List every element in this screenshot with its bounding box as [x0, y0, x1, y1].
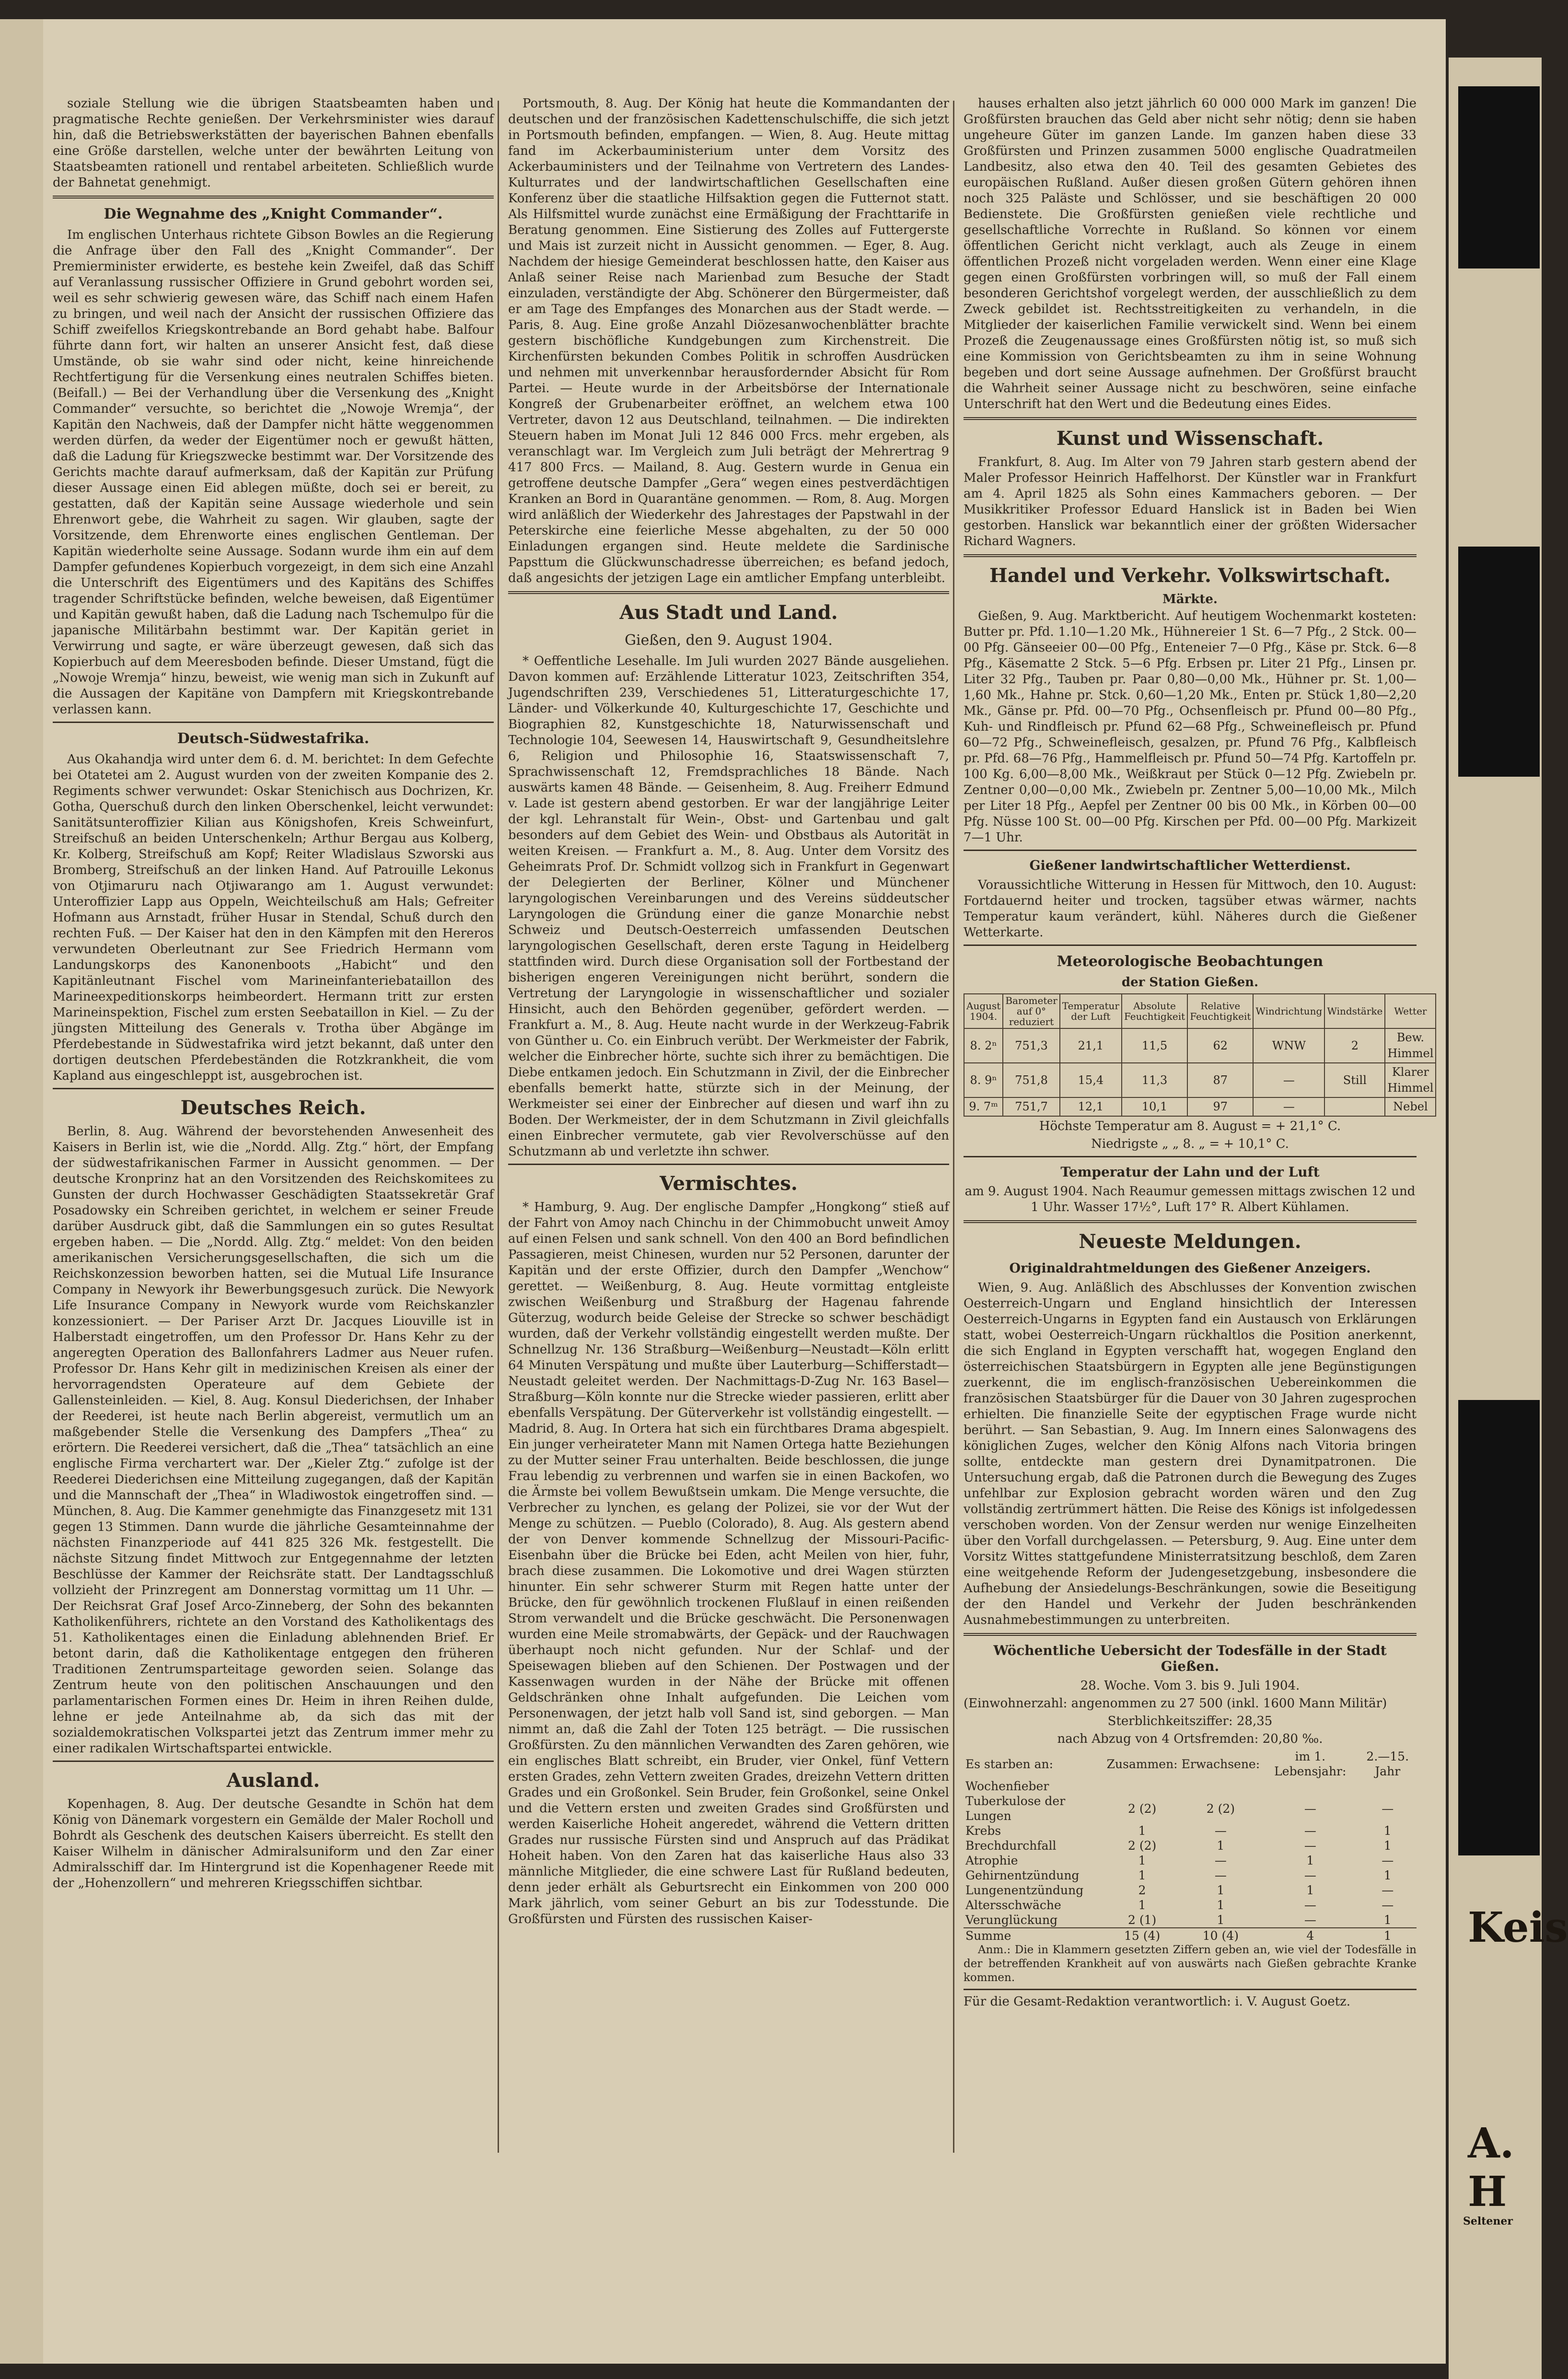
article-text: * Oeffentliche Lesehalle. Im Juli wurden 2027 Bände ausgeliehen. Davon kommen auf: Erzählende Litteratur 1023, Zeitschriften 354, Jugendschriften 239, Verschiedenes 51, Litteraturgeschichte 17, Länder- und Völkerkunde 40, Kulturgeschichte 17, Geschichte und Biographien 82, Kunstgeschichte 18, Naturwissenschaft und Technologie 104, Seewesen 14, Hauswirtschaft 9, Gesundheitslehre 6, Religion und Philosophie 16, Staatswissenschaft 7, Sprachwissenschaft 12, Fremdsprachliches 18 Bände. Nach auswärts kamen 48 Bände. — Geisenheim, 8. Aug. Freiherr Edmund v. Lade ist gestern abend gestorben. Er war der langjährige Leiter der kgl. Lehranstalt für Wein-, Obst- und Gartenbau und galt besonders auf dem Gebiet des Wein- und Obstbaus als Autorität in weiten Kreisen. — Frankfurt a. M., 8. Aug. Unter dem Vorsitz des Geheimrats Prof. Dr. Schmidt vollzog sich in Frankfurt in Gegenwart der Delegierten der Berliner, Kölner und Münchener laryngologischen Vereinbarungen und des Vereins süddeutscher Laryngologen die Gründung einer die ganze Monarchie nebst Schweiz und Deutsch-Oesterreich umfassenden Deutschen laryngologischen Gesellschaft, deren erste Tagung in Heidelberg stattfinden wird. Durch diese Organisation soll der Fortbestand der bisherigen engeren Vereinigungen nicht berührt, sondern die Vertretung der Laryngologie in wissenschaftlicher und sozialer Hinsicht, auch den Behörden gegenüber, gefördert werden. — Frankfurt a. M., 8. Aug. Heute nacht wurde in der Werkzeug-Fabrik von Günther u. Co. ein Einbruch verübt. Der Werkmeister der Fabrik, welcher die Einbrecher hörte, suchte sich ihrer zu bemächtigen. Die Diebe entkamen jedoch. Ein Schutzmann in Zivil, der die Einbrecher ebenfalls bemerkt hatte, stürzte sich in der Meinung, der Werkmeister sei einer der Einbrecher auf diesen und warf ihn zu Boden. Der Werkmeister, der in dem Schutzmann in Zivil gleichfalls einen Einbrecher vermutete, gab vier Revolverschüsse auf den Schutzmann ab und verletzte ihn schwer.: [508, 654, 949, 1159]
table-cell: Summe: [965, 1929, 1011, 1943]
table-cell: [1324, 1097, 1385, 1116]
table-header: Relative Feuchtigkeit: [1187, 994, 1253, 1028]
table-cell: 1: [1217, 1883, 1225, 1897]
table-cell: [1180, 1779, 1262, 1794]
article-text: Anm.: Die in Klammern gesetzten Ziffern geben an, wie viel der Todesfälle in der betreffenden Krankheit auf von auswärts nach Gießen gebrachte Kranke kommen.: [964, 1944, 1417, 1984]
table-cell: 2: [1324, 1028, 1385, 1063]
section-rule: [508, 1164, 949, 1165]
page-margin: [0, 19, 43, 2364]
section-heading: Ausland.: [226, 1769, 320, 1792]
table-cell: 751,3: [1003, 1028, 1059, 1063]
table-cell: —: [1253, 1063, 1324, 1097]
table-cell: 10 (4): [1202, 1929, 1239, 1943]
table-cell: —: [1304, 1801, 1316, 1816]
table-cell: —: [1214, 1854, 1227, 1867]
table-row: [964, 1838, 1417, 1853]
column-divider: [953, 101, 954, 2153]
table-row: [964, 1794, 1417, 1823]
table-cell: Brechdurchfall: [965, 1839, 1057, 1853]
article-text: Kopenhagen, 8. Aug. Der deutsche Gesandte in Schön hat dem König von Dänemark vorgestern ein Gemälde der Maler Rocholl und Bohrdt als Geschenk des deutschen Kaisers überreicht. Es stellt den Kaiser Wilhelm in dänischer Admiralsuniform und den Zar einer Admiralsschiff dar. Im Hintergrund ist die Kopenhagener Reede mit der „Hohenzollern“ und mehreren Kriegsschiffen sichtbar.: [53, 1797, 494, 1890]
table-cell: 97: [1187, 1097, 1253, 1116]
table-row: [964, 1883, 1417, 1898]
adjacent-page-strip: [1449, 58, 1568, 2379]
table-header: Wetter: [1385, 994, 1436, 1028]
section-rule: [53, 196, 494, 198]
subheading: der Station Gießen.: [1121, 975, 1259, 990]
table-cell: Wochenfieber: [965, 1779, 1049, 1793]
table-cell: Gehirnentzündung: [965, 1868, 1080, 1882]
table-cell: WNW: [1253, 1028, 1324, 1063]
subheading: Märkte.: [1162, 592, 1218, 606]
table-cell: 10,1: [1122, 1097, 1187, 1116]
table-cell: 2: [1138, 1883, 1146, 1897]
table-cell: 1: [1138, 1898, 1146, 1912]
table-cell: 12,1: [1060, 1097, 1122, 1116]
table-cell: 1: [1138, 1824, 1146, 1838]
article-text: nach Abzug von 4 Ortsfremden: 20,80 ‰.: [1057, 1732, 1323, 1746]
table-cell: 751,7: [1003, 1097, 1059, 1116]
table-cell: 2 (2): [1127, 1839, 1157, 1853]
section-rule: [964, 850, 1417, 851]
article-text: am 9. August 1904. Nach Reaumur gemessen mittags zwischen 12 und 1 Uhr. Wasser 17½°, Luft 17° R. Albert Kühlamen.: [964, 1184, 1416, 1214]
article-text: Im englischen Unterhaus richtete Gibson Bowles an die Regierung die Anfrage über den Fall des „Knight Commander“. Der Premierminister erwiderte, es bestehe kein Zweifel, daß das Schiff auf Veranlassung russischer Offiziere in Grund gebohrt worden sei, weil es sehr schwierig gewesen wäre, das Schiff nach einem Hafen zu bringen, und weil nach der Ansicht der russischen Offiziere das Schiff zweifellos Kriegskontrebande an Bord gehabt habe. Balfour führte dann fort, wir halten an unserer Ansicht fest, daß diese Umstände, ob sie wahr sind oder nicht, keine hinreichende Rechtfertigung für die Versenkung eines neutralen Schiffes bieten. (Beifall.) — Bei der Verhandlung über die Versenkung des „Knight Commander“ versuchte, so berichtet die „Nowoje Wremja“, der Kapitän den Nachweis, daß der Dampfer nicht hätte weggenommen werden dürfen, da weder der Eigentümer noch er gewußt hätten, daß die Ladung für Kriegszwecke bestimmt war. Der Vorsitzende des Gerichts machte darauf aufmerksam, daß der Kapitän zur Prüfung dieser Aussage einen Eid ablegen müßte, doch sei er bereit, zu gestatten, daß der Kapitän seine Aussage wiederhole und sein Ehrenwort gebe, die Wahrheit zu sagen. Wir glauben, sagte der Vorsitzende, dem Ehrenworte eines englischen Gentleman. Der Kapitän wiederholte seine Aussage. Sodann wurde ihm ein auf dem Dampfer gefundenes Kopierbuch vorgezeigt, in dem sich eine Anzahl die Unterschrift des Eigentümers und des Kapitäns des Schiffes tragender Schriftstücke befinden, welche beweisen, daß Eigentümer und Kapitän gewußt haben, daß die Ladung nach Tschemulpo für die japanische Militärbahn bestimmt war. Der Kapitän geriet in Verwirrung und sagte, er wäre überzeugt gewesen, daß sich das Kopierbuch auf dem Meeresboden befinde. Dieser Umstand, fügt die „Nowoje Wremja“ hinzu, beweist, wie wenig man sich in Zukunft auf die Aussagen der Kapitäne von Dampfern mit Kriegskontrebande verlassen kann.: [53, 228, 494, 717]
section-rule: [964, 417, 1417, 420]
table-cell: 1: [1306, 1883, 1314, 1897]
table-cell: 4: [1306, 1929, 1314, 1943]
table-row: [964, 1823, 1417, 1838]
table-row: [964, 1097, 1436, 1116]
section-rule: [53, 1761, 494, 1762]
table-cell: Atrophie: [965, 1854, 1018, 1867]
table-header: Erwachsene:: [1181, 1757, 1260, 1771]
table-cell: —: [1382, 1898, 1394, 1912]
table-header: Zusammen:: [1106, 1757, 1178, 1771]
table-cell: 15 (4): [1124, 1929, 1161, 1943]
table-header: 2.—15. Jahr: [1366, 1749, 1409, 1778]
article-text: Höchste Temperatur am 8. August = + 21,1° C.: [1039, 1119, 1341, 1133]
table-cell: 1: [1383, 1839, 1392, 1853]
article-headline: Gießener landwirtschaftlicher Wetterdienst.: [1029, 858, 1351, 873]
article-headline: Meteorologische Beobachtungen: [1057, 953, 1324, 970]
table-cell: —: [1382, 1883, 1394, 1897]
editor-credit: Für die Gesamt-Redaktion verantwortlich: i. V. August Goetz.: [964, 1994, 1351, 2009]
table-cell: —: [1304, 1868, 1316, 1882]
table-cell: 8. 2ⁿ: [964, 1028, 1003, 1063]
section-rule: [964, 1633, 1417, 1636]
article-text: soziale Stellung wie die übrigen Staatsbeamten haben und pragmatische Rechte genießen. Der Verkehrsminister wies darauf hin, daß die Betriebswerkstätten der bayerischen Bahnen ebenfalls eine Größe darstellen, welche unter der bewährten Leitung von Staatsbeamten rationell und rentabel arbeiteten. Schließlich wurde der Bahnetat genehmigt.: [53, 96, 494, 190]
article-text: Aus Okahandja wird unter dem 6. d. M. berichtet: In dem Gefechte bei Otatetei am 2. August wurden von der zweiten Kompanie des 2. Regiments schwer verwundet: Oskar Stenichisch aus Dochrizen, Kr. Gotha, Querschuß durch den linken Oberschenkel, leicht verwundet: Sanitätsunteroffizier Kilian aus Königshofen, Kreis Schweinfurt, Streifschuß an beiden Unterschenkeln; Arthur Bergau aus Kolberg, Kr. Kolberg, Streifschuß am Kopf; Reiter Wladislaus Szworski aus Bromberg, Streifschuß an der linken Hand. Auf Patrouille Lekonus von Otjimaruru nach Otjiwarango am 1. August verwundet: Unteroffizier Lapp aus Oppeln, Weichteilschuß am Hals; Gefreiter Hofmann aus Arnstadt, früher Husar in Stendal, Schuß durch den rechten Fuß. — Der Kaiser hat den in den Kämpfen mit den Hereros verwundeten Oberleutnant zur See Friedrich Hermann vom Landungskorps des Kanonenboots „Habicht“ und den Kapitänleutnant Fischel vom Marineinfanteriebataillon des Marineexpeditionskorps heimbeordert. Hermann tritt zur ersten Marineinspektion, Fischel zum ersten Seebataillon in Kiel. — Zu der jüngsten Mitteilung des Generals v. Trotha über Abgänge im Pferdebestande in Südwestafrika wird jetzt bekannt, daß unter den dortigen deutschen Pferdebeständen die Rotzkrankheit, die vom Kapland aus eingeschleppt ist, ausgebrochen ist.: [53, 752, 494, 1083]
section-heading: Deutsches Reich.: [180, 1096, 366, 1119]
table-cell: Klarer Himmel: [1385, 1063, 1436, 1097]
table-cell: [1262, 1779, 1359, 1794]
column-1: [53, 96, 494, 1893]
article-text: Portsmouth, 8. Aug. Der König hat heute die Kommandanten der deutschen und der französischen Kadettenschulschiffe, die sich jetzt in Portsmouth befinden, empfangen. — Wien, 8. Aug. Heute mittag fand im Ackerbauministerium unter dem Vorsitz des Ackerbauministers und der Teilnahme von Vertretern des Landes-Kulturrates und der landwirtschaftlichen Gesellschaften eine Konferenz über die staatliche Hilfsaktion gegen die Futternot statt. Als Hilfsmittel wurde zunächst eine Ermäßigung der Frachttarife in Beratung genommen. Eine Sistierung des Zolles auf Futtergerste und Mais ist zurzeit nicht in Aussicht genommen. — Eger, 8. Aug. Nachdem der hiesige Gemeinderat beschlossen hatte, den Kaiser aus Anlaß seiner Reise nach Marienbad zum Besuche der Stadt einzuladen, verständigte der Abg. Schönerer den Bürgermeister, daß er am Tage des Empfanges des Monarchen aus der Stadt werde. — Paris, 8. Aug. Eine große Anzahl Diözesanwochenblätter brachte gestern bischöfliche Kundgebungen zum Kirchenstreit. Die Kirchenfürsten bekunden Combes Politik in schroffen Ausdrücken und nehmen mit unverkennbar herausfordernder Absicht für Rom Partei. — Heute wurde in der Arbeitsbörse der Internationale Kongreß der Grubenarbeiter eröffnet, an welchem etwa 100 Vertreter, davon 12 aus Deutschland, teilnahmen. — Die indirekten Steuern haben im Monat Juli 12 846 000 Frcs. mehr ergeben, als veranschlagt war. Im Vergleich zum Juli beträgt der Mehrertrag 9 417 800 Frcs. — Mailand, 8. Aug. Gestern wurde in Genua ein getroffene deutsche Dampfer „Gera“ wegen eines pestverdächtigen Kranken an Bord in Quarantäne genommen. — Rom, 8. Aug. Morgen wird anläßlich der Wiederkehr des Jahrestages der Papstwahl in der Peterskirche eine feierliche Messe abgehalten, zu der 50 000 Einladungen ergangen sind. Heute meldete die Sardinische Papsttum die Glückwunschadresse überreichen; es befand jedoch, daß angesichts der jetzigen Lage ein amtlicher Empfang unterbleibt.: [508, 96, 949, 585]
article-text: Sterblichkeitsziffer: 28,35: [1107, 1714, 1273, 1728]
table-header: im 1. Lebensjahr:: [1274, 1749, 1347, 1778]
table-cell: —: [1304, 1824, 1316, 1838]
article-text: Gießen, 9. Aug. Marktbericht. Auf heutigem Wochenmarkt kosteten: Butter pr. Pfd. 1.10—1.20 Mk., Hühnereier 1 St. 6—7 Pfg., 2 Stck. 00—00 Pfg. Gänseeier 00—00 Pfg., Enteneier 7—0 Pfg., Käse pr. Stck. 6—8 Pfg., Käsematte 2 Stck. 5—6 Pfg. Erbsen pr. Liter 21 Pfg., Linsen pr. Liter 32 Pfg., Tauben pr. Paar 0,80—0,00 Mk., Hühner pr. St. 1,00—1,60 Mk., Hahne pr. Stck. 0,60—1,20 Mk., Enten pr. Stück 1,80—2,20 Mk., Gänse pr. Pfd. 00—70 Pfg., Ochsenfleisch pr. Pfund 00—80 Pfg., Kuh- und Rindfleisch pr. Pfund 62—68 Pfg., Schweinefleisch pr. Pfund 60—72 Pfg., Schweinefleisch, gesalzen, pr. Pfund 76 Pfg., Kalbfleisch pr. Pfd. 68—76 Pfg., Hammelfleisch pr. Pfund 50—74 Pfg. Kartoffeln pr. 100 Kg. 6,00—8,00 Mk., Weißkraut per Stück 0—12 Pfg. Zwiebeln pr. Zentner 0,00—0,00 Mk., Zwiebeln pr. Zentner 5,00—10,00 Mk., Milch per Liter 18 Pfg., Aepfel per Zentner 00 bis 00 Mk., in Körben 00—00 Pfg. Nüsse 100 St. 00—00 Pfg. Kirschen per Pfd. 00—00 Pfg. Markizeit 7—1 Uhr.: [964, 609, 1417, 845]
ad-black-bar: [1458, 547, 1540, 777]
ad-fragment: Keis: [1468, 1903, 1568, 1952]
table-cell: 2 (1): [1127, 1913, 1157, 1927]
dateline: Gießen, den 9. August 1904.: [625, 632, 833, 649]
table-header: Windrichtung: [1253, 994, 1324, 1028]
article-headline: Deutsch-Südwestafrika.: [177, 730, 370, 747]
table-cell: Lungenentzündung: [965, 1883, 1084, 1897]
table-cell: Tuberkulose der Lungen: [965, 1794, 1066, 1823]
ad-fragment: A. H: [1468, 2119, 1514, 2216]
ad-fragment: Seltener: [1463, 2215, 1513, 2227]
ad-black-bar: [1458, 86, 1540, 268]
article-text: Niedrigste „ „ 8. „ = + 10,1° C.: [1091, 1137, 1289, 1151]
column-2: [508, 96, 949, 1929]
section-rule: [964, 1989, 1417, 1990]
table-cell: 2 (2): [1206, 1801, 1235, 1816]
mortality-table: [964, 1749, 1417, 1943]
table-row: [964, 1913, 1417, 1928]
table-cell: [1105, 1779, 1180, 1794]
subheading: Originaldrahtmeldungen des Gießener Anzeigers.: [1009, 1261, 1371, 1276]
table-cell: —: [1253, 1097, 1324, 1116]
section-heading: Kunst und Wissenschaft.: [1056, 427, 1324, 450]
table-cell: Verunglückung: [965, 1913, 1058, 1927]
ad-black-bar: [1458, 1400, 1540, 1855]
table-row: [964, 1063, 1436, 1097]
table-cell: 1: [1217, 1898, 1225, 1912]
article-headline: Die Wegnahme des „Knight Commander“.: [104, 206, 443, 222]
article-text: Wien, 9. Aug. Anläßlich des Abschlusses der Konvention zwischen Oesterreich-Ungarn und England hinsichtlich der Interessen Oesterreich-Ungarns in Egypten fand ein Austausch von Erklärungen statt, wobei Oesterreich-Ungarn rückhaltlos die Position anerkennt, die sich England in Egypten verschafft hat, wogegen England den österreichischen Staatsbürgern in Egypten alle jene Begünstigungen zuerkennt, die im englisch-französischen Uebereinkommen die französischen Staatsbürger für die Dauer von 30 Jahren zugesprochen erhielten. Die finanzielle Seite der egyptischen Frage wurde nicht berührt. — San Sebastian, 9. Aug. Im Innern eines Salonwagens des königlichen Zuges, welcher den König Alfons nach Vitoria bringen sollte, entdeckte man gestern drei Dynamitpatronen. Die Untersuchung ergab, daß die Patronen durch die Bewegung des Zuges unfehlbar zur Explosion gebracht worden wären und den Zug vollständig zertrümmert hätten. Die Reise des Königs ist infolgedessen verschoben worden. Von der Zensur werden nur wenige Einzelheiten über den Vorfall durchgelassen. — Petersburg, 9. Aug. Eine unter dem Vorsitz Wittes stattgefundene Ministerratsitzung beschloß, dem Zaren eine weitgehende Reform der Judengesetzgebung, insbesondere die Aufhebung der Ansiedelungs-Beschränkungen, sowie die Beseitigung der den Handel und Verkehr der Juden beschränkenden Ausnahmebestimmungen zu unterbreiten.: [964, 1281, 1417, 1627]
section-rule: [964, 1156, 1417, 1157]
table-cell: 1: [1383, 1929, 1392, 1943]
table-cell: —: [1304, 1913, 1316, 1927]
table-cell: 1: [1217, 1913, 1225, 1927]
column-divider: [498, 101, 499, 2153]
table-cell: —: [1382, 1801, 1394, 1816]
section-rule: [53, 1088, 494, 1089]
section-rule: [964, 554, 1417, 557]
table-cell: 1: [1217, 1839, 1225, 1853]
table-cell: Bew. Himmel: [1385, 1028, 1436, 1063]
table-cell: 11,3: [1122, 1063, 1187, 1097]
section-rule: [53, 722, 494, 723]
table-cell: 9. 7ᵐ: [964, 1097, 1003, 1116]
section-heading: Aus Stadt und Land.: [619, 601, 838, 624]
section-heading: Vermischtes.: [660, 1172, 798, 1195]
table-cell: 1: [1383, 1868, 1392, 1882]
table-cell: [1359, 1779, 1417, 1794]
section-heading: Neueste Meldungen.: [1079, 1230, 1301, 1253]
table-cell: Nebel: [1385, 1097, 1436, 1116]
table-header: Windstärke: [1324, 994, 1385, 1028]
table-cell: —: [1304, 1898, 1316, 1912]
table-row: [964, 1028, 1436, 1063]
article-headline: Wöchentliche Uebersicht der Todesfälle in der Stadt Gießen.: [993, 1643, 1387, 1674]
section-rule: [508, 591, 949, 594]
table-cell: —: [1214, 1824, 1227, 1838]
section-rule: [964, 945, 1417, 946]
table-cell: Altersschwäche: [965, 1898, 1061, 1912]
table-header: August 1904.: [964, 994, 1003, 1028]
table-cell: 8. 9ⁿ: [964, 1063, 1003, 1097]
table-cell: 15,4: [1060, 1063, 1122, 1097]
table-cell: 1: [1306, 1854, 1314, 1867]
table-header-row: [964, 1749, 1417, 1779]
table-header: Es starben an:: [965, 1757, 1054, 1771]
article-text: * Hamburg, 9. Aug. Der englische Dampfer „Hongkong“ stieß auf der Fahrt von Amoy nach Chinchu in der Chimmobucht unweit Amoy auf einen Felsen und sank schnell. Von den 400 an Bord befindlichen Passagieren, meist Chinesen, wurden nur 52 Personen, darunter der Kapitän und der erste Offizier, durch den Dampfer „Wenchow“ gerettet. — Weißenburg, 8. Aug. Heute vormittag entgleiste zwischen Weißenburg und Straßburg der Hagenau fahrende Güterzug, wodurch beide Geleise der Strecke so schwer beschädigt wurden, daß der Verkehr vollständig eingestellt werden mußte. Der Schnellzug Nr. 136 Straßburg—Weißenburg—Neustadt—Köln erlitt 64 Minuten Verspätung und mußte über Lauterburg—Schifferstadt—Neustadt geleitet werden. Der Nachmittags-D-Zug Nr. 163 Basel—Straßburg—Köln konnte nur die Strecke wieder passieren, erlitt aber ebenfalls Verspätung. Der Güterverkehr ist vollständig eingestellt. — Madrid, 8. Aug. In Ortera hat sich ein fürchtbares Drama abgespielt. Ein junger verheirateter Mann mit Namen Ortega hatte Beziehungen zu der Mutter seiner Frau unterhalten. Beide beschlossen, die junge Frau lebendig zu verbrennen und warfen sie in einen Backofen, wo die Ärmste bei vollem Bewußtsein umkam. Die Menge versuchte, die Verbrecher zu lynchen, es gelang der Polizei, sie vor der Wut der Menge zu schützen. — Pueblo (Colorado), 8. Aug. Als gestern abend der von Denver kommende Schnellzug der Missouri-Pacific-Eisenbahn über die Brücke bei Eden, acht Meilen von hier, fuhr, brach diese zusammen. Die Lokomotive und drei Wagen stürzten hinunter. Ein sehr schwerer Sturm mit Regen hatte unter der Brücke, den für gewöhnlich trockenen Flußlauf in einen reißenden Strom verwandelt und die Brücke geschwächt. Die Personenwagen wurden eine Meile stromabwärts, der Gepäck- und der Rauchwagen überhaupt noch nicht gefunden. Nur der Schlaf- und der Speisewagen blieben auf den Schienen. Der Postwagen und der Kassenwagen wurden in der Nähe der Brücke mit offenen Geldschränken ohne Inhalt aufgefunden. Die Leichen vom Personenwagen, der jetzt halb voll Sand ist, sind geborgen. — Man nimmt an, daß die Zahl der Toten 125 beträgt. — Die russischen Großfürsten. Zu den männlichen Verwandten des Zaren gehören, wie ein englisches Blatt schreibt, ein Bruder, vier Onkel, fünf Vettern ersten Grades, zehn Vettern zweiten Grades, dreizehn Vettern dritten Grades und ein Großonkel. Sein Bruder, fein Großonkel, seine Onkel und die Vettern ersten und zweiten Grades sind Großfürsten und werden Kaiserliche Hoheit angeredet, während die Vettern dritten Grades nur russische Fürsten sind und Anspruch auf das Prädikat Hoheit haben. Von den Zaren hat das kaiserliche Haus also 33 männliche Mitglieder, die eine schwere Last für Rußland bedeuten, denn jeder erhält als Geburtsrecht ein Einkommen von 200 000 Mark jährlich, vom seiner Geburt an bis zur Todesstunde. Die Großfürsten und Fürsten des russischen Kaiser-: [508, 1200, 949, 1926]
section-heading: Handel und Verkehr. Volkswirtschaft.: [989, 564, 1391, 587]
table-cell: Still: [1324, 1063, 1385, 1097]
table-cell: 2 (2): [1127, 1801, 1157, 1816]
column-3: [964, 96, 1434, 2012]
table-header: Absolute Feuchtigkeit: [1122, 994, 1187, 1028]
table-cell: 11,5: [1122, 1028, 1187, 1063]
table-cell: 62: [1187, 1028, 1253, 1063]
table-cell: 1: [1138, 1854, 1146, 1867]
table-cell: 1: [1383, 1824, 1392, 1838]
table-row: [964, 1853, 1417, 1868]
table-row: [964, 1898, 1417, 1913]
weather-table: [964, 993, 1436, 1117]
article-text: Frankfurt, 8. Aug. Im Alter von 79 Jahren starb gestern abend der Maler Professor Heinrich Haffelhorst. Der Künstler war in Frankfurt am 4. April 1825 als Sohn eines Kammachers geboren. — Der Musikkritiker Professor Eduard Hanslick ist in Baden bei Wien gestorben. Hanslick war bekanntlich einer der größten Widersacher Richard Wagners.: [964, 455, 1417, 548]
table-row: [964, 1779, 1417, 1794]
table-cell: 1: [1383, 1913, 1392, 1927]
table-cell: 87: [1187, 1063, 1253, 1097]
section-rule: [964, 1220, 1417, 1223]
table-cell: —: [1304, 1839, 1316, 1853]
article-text: hauses erhalten also jetzt jährlich 60 000 000 Mark im ganzen! Die Großfürsten brauchen das Geld aber nicht sehr nötig; denn sie haben ungeheure Güter im ganzen Lande. Im ganzen haben diese 33 Großfürsten und Prinzen zusammen 5000 englische Quadratmeilen Landbesitz, also etwa den 40. Teil des gesamten Gebietes des europäischen Rußland. Außer diesen großen Gütern gehören ihnen noch 325 Paläste und Schlösser, und sie beschäftigen 20 000 Bedienstete. Die Großfürsten genießen viele rechtliche und gesellschaftliche Vorrechte in Rußland. So können vor einem öffentlichen Gericht nicht verklagt, auch als Zeuge in einem öffentlichen Prozeß nicht vorgeladen werden. Wenn einer eine Klage gegen einen Großfürsten vorbringen will, so muß der Fall einem besonderen Gerichtshof vorgelegt werden, der ausschließlich zu dem Zweck gebildet ist. Rechtsstreitigkeiten zu verhandeln, in die Mitglieder der kaiserlichen Familie verwickelt sind. Wenn bei einem Prozeß die Zeugenaussage eines Großfürsten nötig ist, so muß sich eine Kommission von Gerichtsbeamten zu ihm in seine Wohnung begeben und dort seine Aussage aufnehmen. Der Großfürst braucht die Wahrheit seiner Aussage nicht zu beschwören, seine einfache Unterschrift hat den Wert und die Bedeutung eines Eides.: [964, 96, 1417, 411]
table-cell: —: [1382, 1854, 1394, 1867]
article-text: Voraussichtliche Witterung in Hessen für Mittwoch, den 10. August: Fortdauernd heiter und trocken, tagsüber etwas wärmer, nachts Temperatur kaum verändert, kühl. Näheres durch die Gießener Wetterkarte.: [964, 878, 1417, 940]
article-headline: Temperatur der Lahn und der Luft: [1060, 1164, 1320, 1180]
table-header: Temperatur der Luft: [1060, 994, 1122, 1028]
table-cell: Krebs: [965, 1824, 1001, 1838]
article-text: Berlin, 8. Aug. Während der bevorstehenden Anwesenheit des Kaisers in Berlin ist, wie die „Nordd. Allg. Ztg.“ hört, der Empfang der südwestafrikanischen Farmer in Aussicht genommen. — Der deutsche Kronprinz hat an den Vorsitzenden des Reichskomitees zu Gunsten der durch Hochwasser Geschädigten Staatssekretär Graf Posadowsky ein Schreiben gerichtet, in welchem er seiner Freude darüber Ausdruck gibt, daß die Sammlungen ein so gutes Resultat ergeben haben. — Die „Nordd. Allg. Ztg.“ meldet: Von den beiden amerikanischen Versicherungsgesellschaften, die sich um die Reichskonzession beworben hatten, sei die Mutual Life Insurance Company in Newyork ihr Bewerbungsgesuch zurück. Die Newyork Life Insurance Company in Newyork wurde vom Reichskanzler konzessioniert. — Der Pariser Arzt Dr. Jacques Liouville ist in Halberstadt eingetroffen, um den Professor Dr. Hans Kehr zu der angeregten Operation des Ballonfahrers Ladmer aus Neuer rufen. Professor Dr. Hans Kehr gilt in medizinischen Kreisen als einer der hervorragendsten Operateure auf dem Gebiete der Gallensteinleiden. — Kiel, 8. Aug. Konsul Diederichsen, der Inhaber der Reederei, ist heute nach Berlin abgereist, vermutlich um an maßgebender Stelle die Versenkung des Dampfers „Thea“ zu erörtern. Die Reederei versichert, daß die „Thea“ tatsächlich an eine englische Firma verchartert war. Der „Kieler Ztg.“ zufolge ist der Reederei Diederichsen eine Mitteilung zugegangen, daß der Kapitän und die Mannschaft der „Thea“ in Wladiwostok eingetroffen sind. — München, 8. Aug. Die Kammer genehmigte das Finanzgesetz mit 131 gegen 13 Stimmen. Dann wurde die jährliche Gesamteinnahme der nächsten Finanzperiode auf 441 825 326 Mk. festgestellt. Die nächste Sitzung findet Mittwoch zur Entgegennahme der letzten Beschlüsse der Kammer der Reichsräte statt. Der Landtagsschluß vollzieht der Prinzregent am Donnerstag vormittag um 11 Uhr. — Der Reichsrat Graf Josef Arco-Zinneberg, der Sohn des bekannten Katholikenführers, richtete an den Vorstand des Katholikentags des 51. Katholikentages einen die Einladung ablehnenden Brief. Er betont darin, daß die Katholikentage entgegen den früheren Traditionen Zentrumsparteitage geworden seien. Solange das Zentrum heute von den politischen Anschauungen und den parlamentarischen Formen eines Dr. Heim in ihren Reihen dulde, lehne er jede Anteilnahme ab, da sich das mit der sozialdemokratischen Volkspartei jetzt das Zentrum immer mehr zu einer radikalen Wirtschaftspartei entwickle.: [53, 1124, 494, 1756]
table-cell: 751,8: [1003, 1063, 1059, 1097]
table-cell: 21,1: [1060, 1028, 1122, 1063]
article-text: 28. Woche. Vom 3. bis 9. Juli 1904.: [1080, 1679, 1300, 1693]
table-cell: 1: [1138, 1868, 1146, 1882]
table-row: [964, 1928, 1417, 1943]
table-cell: —: [1214, 1868, 1227, 1882]
table-header-row: [964, 994, 1436, 1028]
table-row: [964, 1868, 1417, 1883]
article-text: (Einwohnerzahl: angenommen zu 27 500 (inkl. 1600 Mann Militär): [964, 1696, 1387, 1711]
table-header: Barometer auf 0° reduziert: [1003, 994, 1059, 1028]
